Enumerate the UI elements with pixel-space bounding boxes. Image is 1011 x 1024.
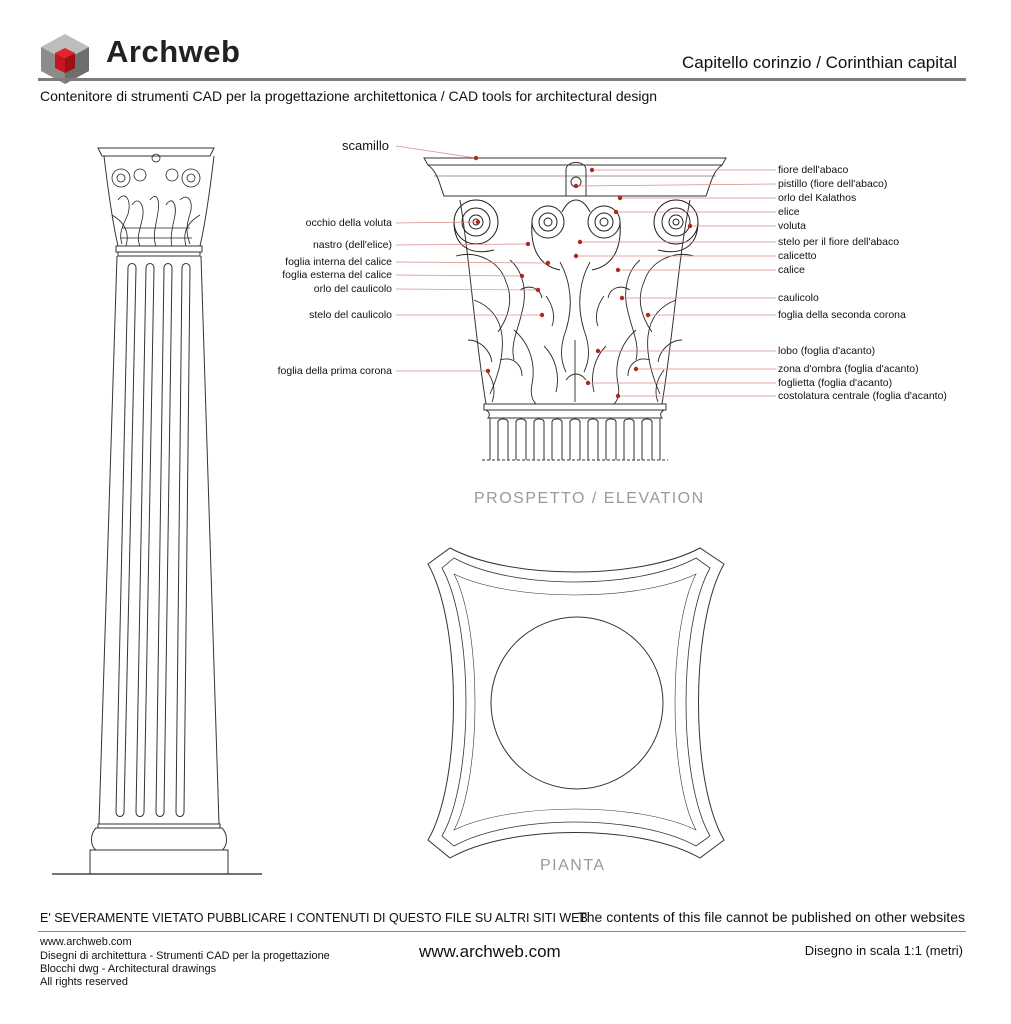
copyright-warning-it: E' SEVERAMENTE VIETATO PUBBLICARE I CONTENUTI DI QUESTO FILE SU ALTRI SITI WEB	[40, 911, 588, 925]
label-left: foglia della prima corona	[277, 365, 392, 377]
footer-line: Disegni di architettura - Strumenti CAD per la progettazione	[40, 950, 330, 962]
label-right: pistillo (fiore dell'abaco)	[778, 178, 888, 190]
caption-elevation: PROSPETTO / ELEVATION	[474, 490, 705, 507]
capital-elevation	[424, 158, 726, 460]
scale-note: Disegno in scala 1:1 (metri)	[804, 943, 963, 958]
marker-dots	[474, 156, 692, 398]
label-right: foglietta (foglia d'acanto)	[778, 377, 893, 389]
label-right: elice	[778, 206, 800, 218]
label-right: calice	[778, 264, 805, 276]
footer-divider	[38, 931, 966, 932]
label-right: orlo del Kalathos	[778, 192, 857, 204]
label-left: occhio della voluta	[305, 217, 392, 229]
footer-line: www.archweb.com	[40, 936, 132, 948]
label-right: zona d'ombra (foglia d'acanto)	[778, 363, 919, 375]
label-left: foglia interna del calice	[285, 256, 392, 268]
label-right: stelo per il fiore dell'abaco	[778, 236, 900, 248]
footer-line: All rights reserved	[40, 976, 129, 988]
label-left: nastro (dell'elice)	[312, 239, 392, 251]
label-right: fiore dell'abaco	[778, 164, 849, 176]
page-subtitle: Contenitore di strumenti CAD per la progettazione architettonica / CAD tools for architectural design	[40, 88, 658, 104]
column-capital-ornament	[112, 154, 200, 246]
brand-name: Archweb	[106, 34, 241, 69]
copyright-warning-en: The contents of this file cannot be published on other websites	[578, 909, 965, 925]
helix-pair	[532, 200, 621, 270]
footer-line: Blocchi dwg - Architectural drawings	[40, 963, 217, 975]
label-left: stelo del caulicolo	[309, 309, 392, 321]
label-left: orlo del caulicolo	[313, 283, 392, 295]
label-right: voluta	[778, 220, 807, 232]
label-left: foglia esterna del calice	[282, 269, 392, 281]
acanthus-leaves	[456, 254, 694, 404]
capital-plan	[428, 548, 724, 858]
caption-plan: PIANTA	[540, 857, 606, 874]
logo-icon	[41, 34, 89, 84]
label-right: lobo (foglia d'acanto)	[778, 345, 876, 357]
footer-site: www.archweb.com	[419, 942, 561, 961]
label-right: calicetto	[778, 250, 817, 262]
page-title: Capitello corinzio / Corinthian capital	[682, 53, 957, 72]
label-scamillo: scamillo	[342, 138, 389, 153]
label-right: foglia della seconda corona	[778, 309, 906, 321]
label-right: caulicolo	[778, 292, 819, 304]
label-right: costolatura centrale (foglia d'acanto)	[778, 390, 947, 402]
header-divider	[38, 78, 966, 81]
